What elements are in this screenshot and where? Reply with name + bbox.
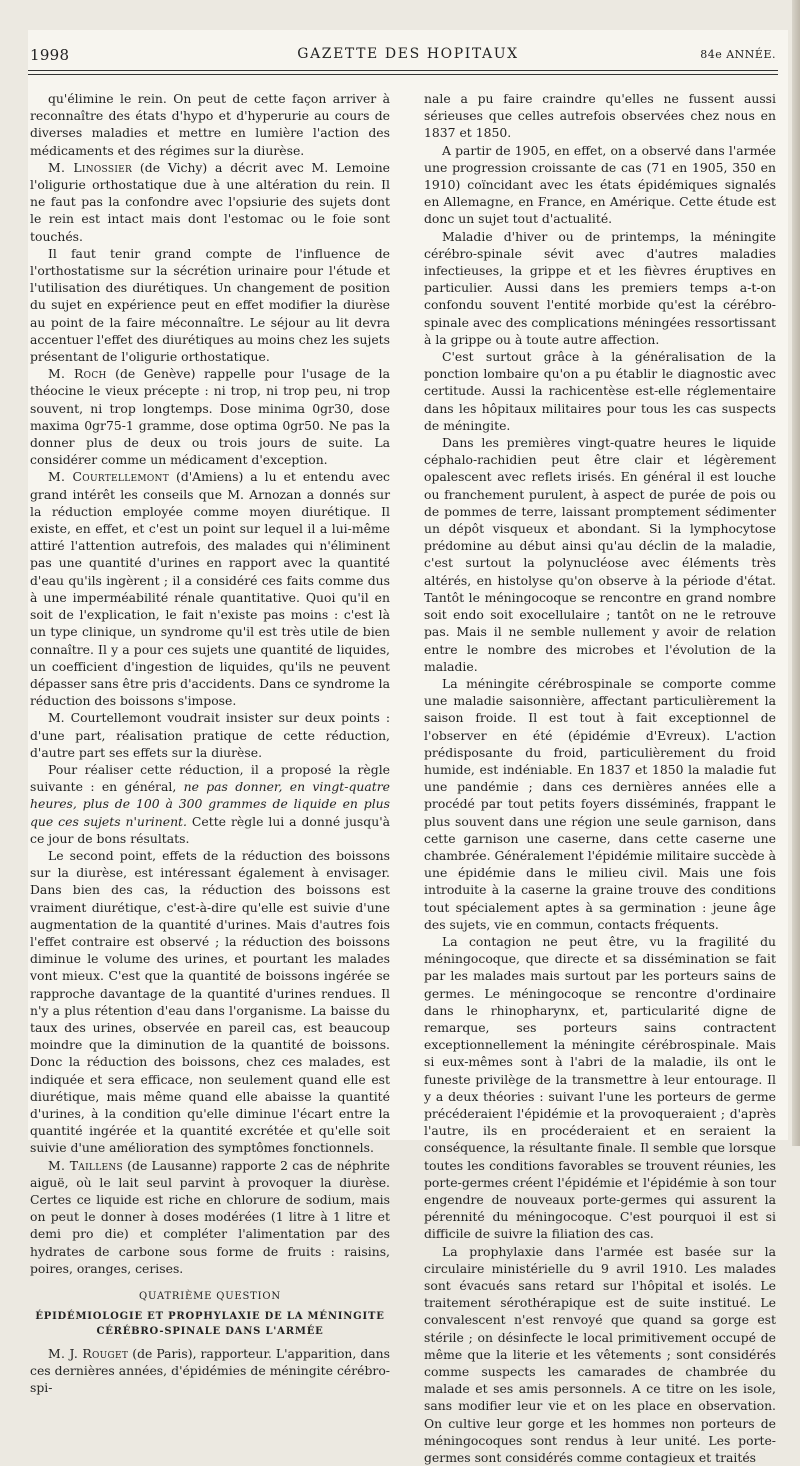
left-column: [30, 90, 390, 1397]
paragraph: Il faut tenir grand compte de l'influence de l'orthostatisme sur la sécrétion urinaire pour l'étude et l'utilisation des diurétiques. Un changement de position du sujet en expérience peut en effet modifier la diurèse au point de la faire méconnaître. Le séjour au lit devra accentuer l'effet des diurétiques au moins chez les sujets présentant de l'oligurie orthostatique.: [30, 245, 390, 365]
scan-page-edge: [792, 0, 800, 1146]
paragraph: [30, 1157, 390, 1277]
speaker-name: M. Taillens: [48, 1157, 123, 1173]
volume-year: 84e ANNÉE.: [700, 48, 776, 61]
journal-page: [28, 30, 788, 1466]
paragraph: nale a pu faire craindre qu'elles ne fussent aussi sérieuses que celles autrefois observées chez nous en 1837 et 1850.: [424, 91, 776, 141]
paragraph: Le second point, effets de la réduction des boissons sur la diurèse, est intéressant également à envisager. Dans bien des cas, la réduction des boissons est vraiment diurétique, c'est-à-dire qu'elle est suivie d'une augmentation de la quantité d'urines. Mais d'autres fois l'effet contraire est observé ; la réduction des boissons diminue le volume des urines, et pourtant les malades vont mieux. C'est que la quantité de boissons ingérée se rapproche davantage de la quantité d'urines rendues. Il n'y a plus rétention d'eau dans l'organisme. La baisse du taux des urines, observée en pareil cas, est beaucoup moindre que la diminution de la quantité de boissons. Donc la réduction des boissons, chez ces malades, est indiquée et sera efficace, non seulement quand elle est diurétique, mais même quand elle abaisse la quantité d'urines, à la condition qu'elle diminue l'écart entre la quantité ingérée et la quantité excrétée et qu'elle soit suivie d'une amélioration des symptômes fonctionnels.: [30, 847, 390, 1156]
paragraph: Dans les premières vingt-quatre heures le liquide céphalo-rachidien peut être clair et légèrement opalescent avec reflets irisés. En général il est louche ou franchement purulent, à aspect de purée de pois ou de pommes de terre, laissant promptement sédimenter un dépôt visqueux et abondant. Si la lymphocytose prédomine au début ainsi qu'au déclin de la maladie, c'est surtout la polynucléose avec éléments très altérés, en histolyse qu'on observe à la période d'état. Tantôt le méningocoque se rencontre en grand nombre soit endo soit exocellulaire ; tantôt on ne le retrouve pas. Mais il ne semble nullement y avoir de relation entre le nombre des microbes et l'évolution de la maladie.: [424, 435, 776, 674]
italic-rule: ne pas donner, en vingt-quatre heures, plus de 100 à 300 grammes de liquide en plus que ces sujets n'urinent.: [30, 779, 390, 829]
header-rule-thin: [28, 74, 778, 75]
paragraph-text: (de Lausanne) rapporte 2 cas de néphrite aiguë, où le lait seul parvint à provoquer la diurèse. Certes ce liquide est riche en chlorure de sodium, mais on peut le donner à doses modérées (1 litre à 1 litre et demi pro die) et compléter l'alimentation par des hydrates de carbone sous forme de fruits : raisins, poires, oranges, cerises.: [30, 1157, 390, 1276]
paragraph: [30, 761, 390, 847]
header-rule-thick: [28, 70, 778, 71]
paragraph-text: Pour réaliser cette réduction, il a proposé la règle suivante : en général,: [30, 761, 390, 795]
paragraph-text: (d'Amiens) a lu et entendu avec grand intérêt les conseils que M. Arnozan a donnés sur la réduction employée comme moyen diurétique. Il existe, en effet, et c'est un point sur lequel il a lui-même attiré l'attention autrefois, des malades qui n'éliminent pas une quantité d'urines en rapport avec la quantité d'eau qu'ils ingèrent ; il a considéré ces faits comme dus à une imperméabilité rénale quantitative. Quoi qu'il en soit de l'explication, le fait n'existe pas moins : c'est là un type clinique, un syndrome qu'il est très utile de bien connaître. Il y a pour ces sujets une quantité de liquides, un coefficient d'ingestion de liquides, qu'ils ne peuvent dépasser sans être pris d'accidents. Dans ce syndrome la réduction des boissons s'impose.: [30, 469, 391, 709]
journal-title: GAZETTE DES HOPITAUX: [297, 46, 519, 62]
paragraph: M. Courtellemont voudrait insister sur deux points : d'une part, réalisation pratique de cette réduction, d'autre part ses effets sur la diurèse.: [30, 710, 390, 760]
paragraph-text: (de Paris), rapporteur. L'apparition, dans ces dernières années, d'épidémies de méningite cérébro-spi-: [30, 1346, 390, 1396]
paragraph: [30, 365, 390, 468]
speaker-name: M. Courtellemont: [48, 469, 170, 485]
speaker-name: M. Roch: [48, 366, 107, 382]
section-heading: [30, 1289, 390, 1339]
paragraph-text: Cette règle lui a donné jusqu'à ce jour de bons résultats.: [30, 813, 390, 846]
paragraph: [30, 1345, 390, 1397]
paragraph: A partir de 1905, en effet, on a observé dans l'armée une progression croissante de cas (71 en 1905, 350 en 1910) coïncidant avec les états épidémiques signalés en Allemagne, en France, en Amérique. Cette étude est donc un sujet tout d'actualité.: [424, 142, 776, 227]
section-number: QUATRIÈME QUESTION: [139, 1291, 281, 1303]
page-number: 1998: [30, 46, 70, 64]
paragraph-text: (de Vichy) a décrit avec M. Lemoine l'oligurie orthostatique due à une altération du rein. Il ne faut pas la confondre avec l'opsiurie des sujets dont le rein est intact mais dont l'estomac ou le foie sont touchés.: [30, 159, 391, 244]
paragraph: qu'élimine le rein. On peut de cette façon arriver à reconnaître des états d'hypo et d'hyperurie au cours de diverses maladies et mettre en lumière l'action des médicaments et des régimes sur la diurèse.: [30, 91, 390, 158]
paragraph: Maladie d'hiver ou de printemps, la méningite cérébro-spinale sévit avec d'autres maladies infectieuses, la grippe et et les fièvres éruptives en particulier. Aussi dans les premiers temps a-t-on confondu souvent l'entité morbide qu'est la cérébro-spinale avec des complications méningées ressortissant à la grippe ou à toute autre affection.: [424, 228, 776, 347]
paragraph-text: (de Genève) rappelle pour l'usage de la théocine le vieux précepte : ni trop, ni trop peu, ni trop souvent, ni trop longtemps. Dose minima 0gr30, dose maxima 0gr75-1 gramme, dose optima 0gr50. Ne pas la donner plus de deux ou trois jours de suite. La considérer comme un médicament d'exception.: [30, 366, 390, 468]
right-column: [424, 90, 776, 1466]
paragraph: [30, 468, 390, 709]
page-header: [28, 46, 788, 72]
paragraph: C'est surtout grâce à la généralisation de la ponction lombaire qu'on a pu établir le diagnostic avec certitude. Aussi la rachicentèse est-elle réglementaire dans les hôpitaux militaires pour tous les cas suspects de méningite.: [424, 349, 776, 433]
section-title-line2: CÉRÉBRO-SPINALE DANS L'ARMÉE: [96, 1326, 324, 1338]
paragraph: La prophylaxie dans l'armée est basée sur la circulaire ministérielle du 9 avril 1910. Les malades sont évacués sans retard sur l'hôpital et isolés. Le traitement sérothérapique est de suite institué. Le convalescent n'est renvoyé que quand sa gorge est stérile ; on désinfecte le local primitivement occupé de même que la literie et les vêtements ; sont considérés comme suspects les camarades de chambrée du malade et ses amis personnels. A ce titre on les isole, sans modifier leur vie et on les place en observation. On cultive leur gorge et les hommes non porteurs de méningocoques sont rendus à leur unité. Les porte-germes sont considérés comme contagieux et traités: [424, 1243, 776, 1466]
paragraph: La méningite cérébrospinale se comporte comme une maladie saisonnière, affectant particulièrement la saison froide. Il est tout à fait exceptionnel de l'observer en été (épidémie d'Evreux). L'action prédisposante du froid, particulièrement du froid humide, est indéniable. En 1837 et 1850 la maladie fut une pandémie ; dans ces dernières années elle a procédé par tout petits foyers disséminés, frappant le plus souvent dans une région une seule garnison, dans cette garnison une caserne, dans cette caserne une chambrée. Généralement l'épidémie militaire succède à une épidémie dans le milieu civil. Mais une fois introduite à la caserne la graine trouve des conditions tout spécialement aptes à sa germination : jeune âge des sujets, vie en commun, contacts fréquents.: [424, 675, 776, 932]
speaker-name: M. J. Rouget: [48, 1346, 129, 1362]
section-title-line1: ÉPIDÉMIOLOGIE ET PROPHYLAXIE DE LA MÉNINGITE: [35, 1311, 385, 1323]
speaker-name: M. Linossier: [48, 159, 133, 175]
paragraph: [30, 159, 390, 245]
paragraph: La contagion ne peut être, vu la fragilité du méningocoque, que directe et sa dissémination se fait par les malades mais surtout par les porteurs sains de germes. Le méningocoque se rencontre d'ordinaire dans le rhinopharynx, et, particularité digne de remarque, ses porteurs sains contractent exceptionnellement la méningite cérébrospinale. Mais si eux-mêmes sont à l'abri de la maladie, ils ont le funeste privilège de la transmettre à leur entourage. Il y a deux théories : suivant l'une les porteurs de germe précéderaient l'épidémie et la provoqueraient ; d'après l'autre, ils en procéderaient et en seraient la conséquence, la résultante finale. Il semble que lorsque toutes les conditions favorables se trouvent réunies, les porte-germes créent l'épidémie et l'épidémie à son tour engendre de nouveaux porte-germes qui assurent la pérennité du méningocoque. C'est pourquoi il est si difficile de suivre la filiation des cas.: [424, 933, 776, 1242]
